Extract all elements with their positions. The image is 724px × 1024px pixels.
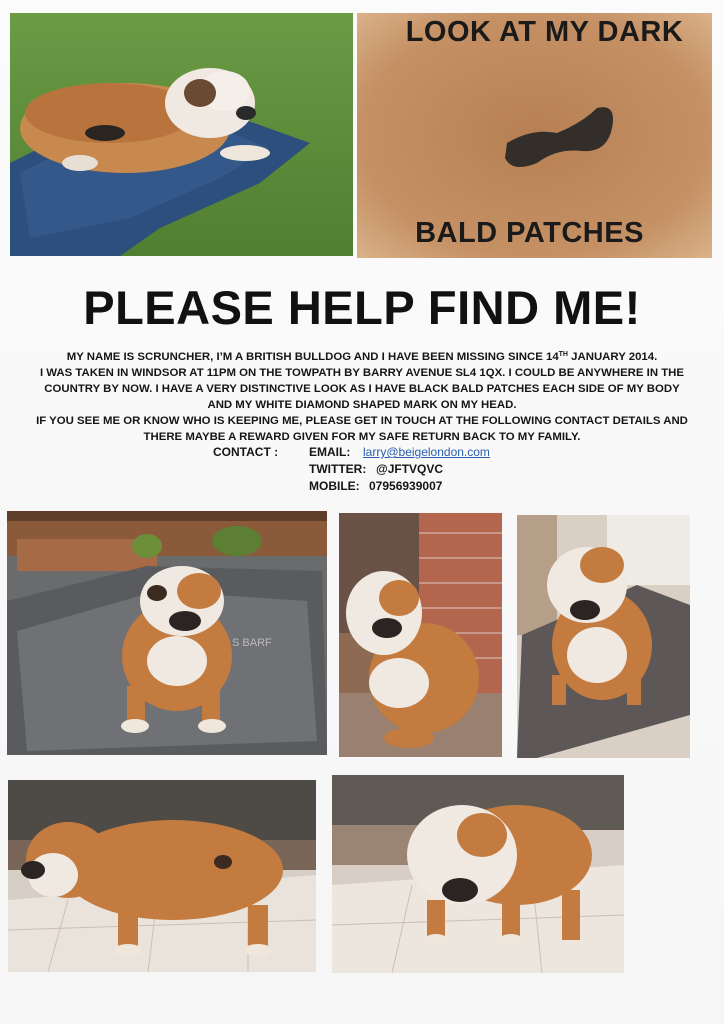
body-line-4: AND MY WHITE DIAMOND SHAPED MARK ON MY HEAD. (207, 399, 517, 411)
body-line-6: THERE MAYBE A REWARD GIVEN FOR MY SAFE RETURN BACK TO MY FAMILY. (143, 431, 581, 443)
email-link[interactable]: larry@beigelondon.com (363, 445, 490, 459)
mobile-key: MOBILE: (309, 479, 360, 493)
photo-dog-standing-side (8, 780, 316, 972)
poster-body (20, 347, 704, 445)
body-line-3: COUNTRY BY NOW. I HAVE A VERY DISTINCTIVE LOOK AS I HAVE BLACK BALD PATCHES EACH SIDE OF MY BODY (44, 383, 680, 395)
poster-headline: PLEASE HELP FIND ME! (83, 281, 641, 334)
photo-dog-standing-front (332, 775, 624, 973)
body-line-5: IF YOU SEE ME OR KNOW WHO IS KEEPING ME, PLEASE GET IN TOUCH AT THE FOLLOWING CONTACT DETAILS AND (36, 415, 688, 427)
body-line-1: MY NAME IS SCRUNCHER, I’M A BRITISH BULLDOG AND I HAVE BEEN MISSING SINCE 14TH JANUARY 2014. (66, 351, 658, 363)
mobile-number: 07956939007 (369, 479, 443, 493)
svg-text:S BARF: S BARF (232, 637, 272, 649)
photo-dog-lying-on-blanket (10, 13, 353, 256)
contact-block (205, 444, 625, 495)
overlay-text-bottom: BALD PATCHES (415, 217, 644, 249)
contact-email-row (205, 444, 625, 461)
photo-dog-by-brick-wall (339, 513, 502, 757)
email-key: EMAIL: (309, 445, 351, 459)
overlay-text-top: LOOK AT MY DARK (405, 16, 684, 48)
photo-dog-on-mat-indoors (517, 515, 690, 758)
twitter-handle: @JFTVQVC (376, 462, 444, 476)
twitter-key: TWITTER: (309, 462, 367, 476)
contact-label: CONTACT : (213, 445, 279, 459)
contact-twitter-row (205, 461, 625, 478)
body-line-2: I WAS TAKEN IN WINDSOR AT 11PM ON THE TOWPATH BY BARRY AVENUE SL4 1QX. I COULD BE ANYWHERE IN THE (39, 367, 685, 379)
photo-bald-patch-closeup (357, 13, 712, 258)
contact-mobile-row (205, 478, 625, 495)
photo-dog-on-grey-cover (7, 511, 327, 755)
